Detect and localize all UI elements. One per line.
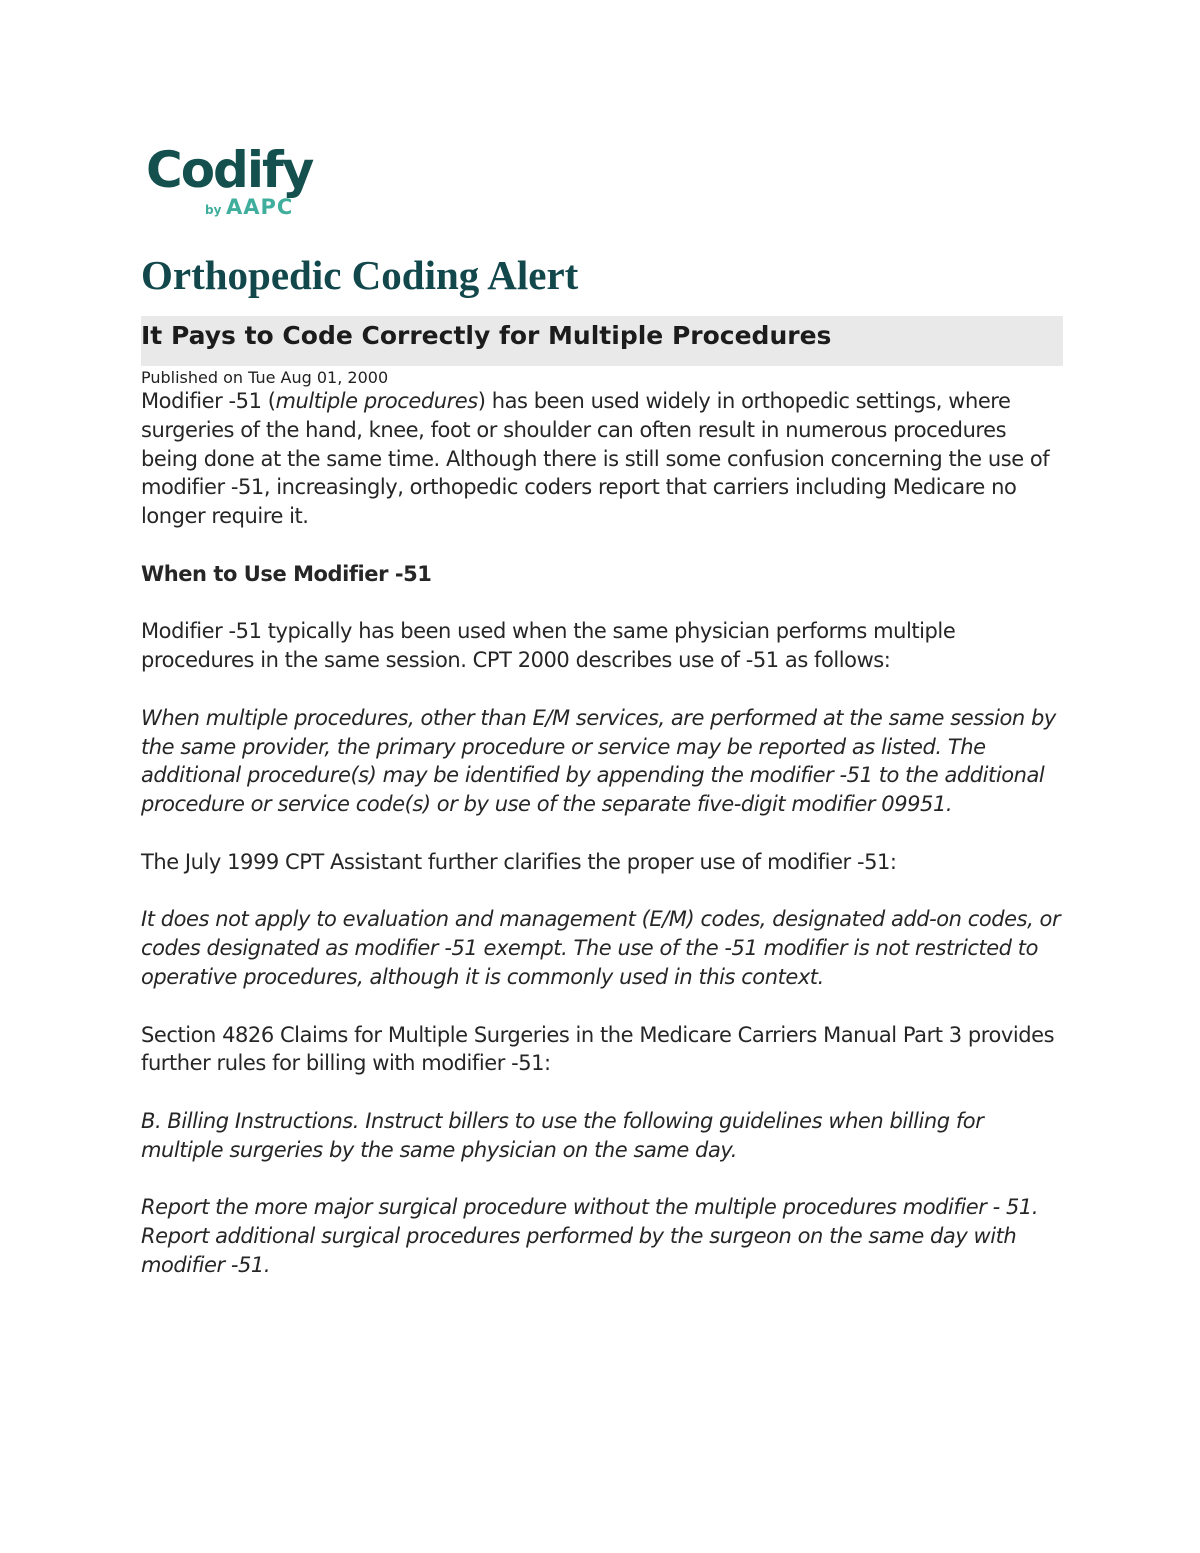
- logo-aapc-text: AAPC: [226, 195, 294, 219]
- intro-text-end: ) has been used widely in orthopedic settings, where surgeries of the hand, knee, foot or shoulder can often result in numerous procedures being done at the same time. Although there is still some confusion concerning the use of modifier -51, increasingly, orthopedic coders report that carriers including Medicare no longer require it.: [141, 389, 1050, 529]
- article-title: It Pays to Code Correctly for Multiple Procedures: [141, 321, 832, 350]
- section-heading: When to Use Modifier -51: [141, 561, 432, 586]
- quote-billing-instructions-text: B. Billing Instructions. Instruct billers to use the following guidelines when billing for multiple surgeries by the same physician on the same day.: [141, 1108, 984, 1162]
- document-page: [141, 140, 1063, 1280]
- publication-title: Orthopedic Coding Alert: [141, 252, 579, 298]
- paragraph-cpt-assistant: The July 1999 CPT Assistant further clarifies the proper use of modifier -51:: [141, 849, 897, 874]
- quote-major-procedure-text: Report the more major surgical procedure without the multiple procedures modifier - 51.: [141, 1195, 1039, 1220]
- quote-cpt-2000: [141, 704, 1063, 819]
- intro-paragraph: [141, 387, 1063, 531]
- paragraph-medicare-manual: Section 4826 Claims for Multiple Surgeries in the Medicare Carriers Manual Part 3 provides further rules for billing with modifier -51:: [141, 1022, 1055, 1076]
- quote-additional-procedures: [141, 1222, 1063, 1280]
- paragraph-cpt-2000: Modifier -51 typically has been used when the same physician performs multiple procedures in the same session. CPT 2000 describes use of -51 as follows:: [141, 619, 956, 673]
- quote-cpt-2000-text: When multiple procedures, other than E/M services, are performed at the same session by the same provider, the primary procedure or service may be reported as listed. The additional procedure(s) may be identified by appending the modifier -51 to the additional procedure or service code(s) or by use of the separate five-digit modifier 09951.: [141, 705, 1056, 817]
- logo-wordmark: Codify: [146, 141, 313, 199]
- intro-text-start: Modifier -51 (: [141, 389, 276, 413]
- quote-billing-instructions: [141, 1107, 1063, 1165]
- article-body: [141, 387, 1063, 1280]
- published-date: Published on Tue Aug 01, 2000: [141, 368, 389, 387]
- codify-logo: [146, 140, 336, 222]
- quote-major-procedure: [141, 1193, 1063, 1222]
- quote-additional-procedures-text: Report additional surgical procedures performed by the surgeon on the same day with modifier -51.: [141, 1224, 1017, 1277]
- logo-by-text: by: [205, 203, 222, 217]
- quote-cpt-assistant-text: It does not apply to evaluation and management (E/M) codes, designated add-on codes, or codes designated as modifier -51 exempt. The use of the -51 modifier is not restricted to operative procedures, although it is commonly used in this context.: [141, 907, 1061, 989]
- intro-italic-term: multiple procedures: [275, 389, 478, 413]
- quote-cpt-assistant: [141, 905, 1063, 991]
- article-title-band: [141, 316, 1063, 366]
